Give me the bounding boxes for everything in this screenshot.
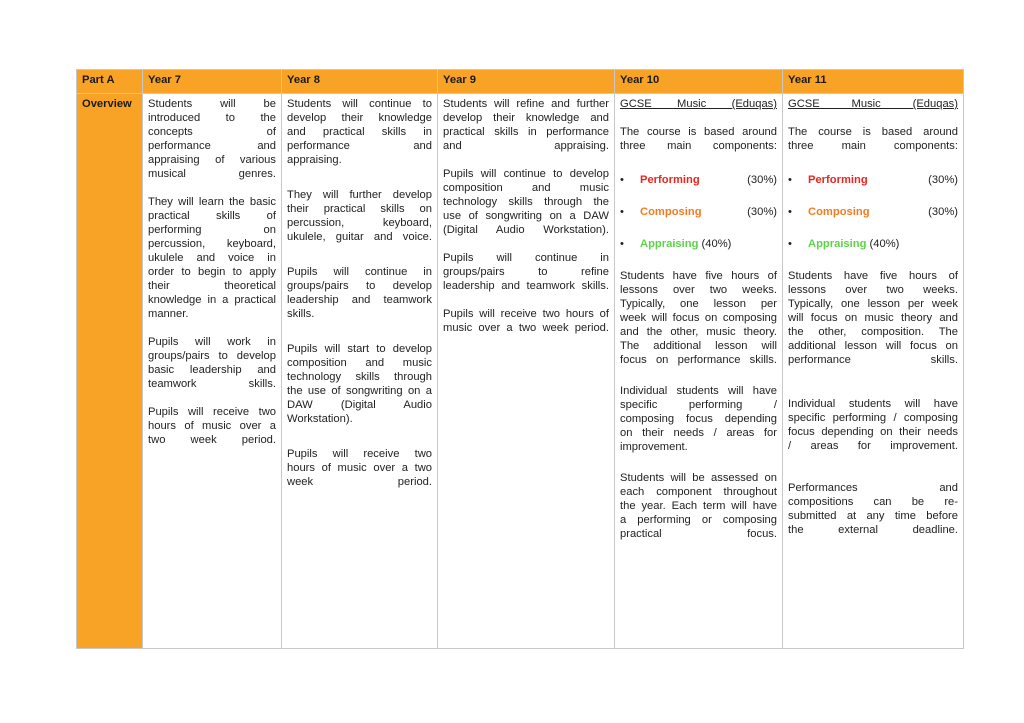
text-line: / areas for improvement. — [788, 440, 958, 452]
text-line: performance skills. — [788, 354, 958, 366]
text-line: performance and — [148, 140, 276, 152]
year10-course-title — [620, 97, 777, 111]
bullet: • — [788, 174, 792, 186]
cell-year-8 — [282, 94, 438, 649]
text-line: specific performing / composing — [788, 412, 958, 424]
text-line: and appraising. — [443, 140, 609, 152]
text-line: percussion, keyboard, — [287, 217, 432, 229]
text-line: ukulele and voice in — [148, 252, 276, 264]
header-year-7: Year 7 — [143, 70, 282, 94]
component-name: Composing — [808, 206, 870, 218]
text-line: groups/pairs to develop — [148, 350, 276, 362]
text-line: percussion, keyboard, — [148, 238, 276, 250]
text-line: develop their knowledge and — [443, 112, 609, 124]
year9-paragraph — [443, 251, 609, 293]
text-line: the use of songwriting on a — [287, 385, 432, 397]
text-line: Pupils will receive two hours of — [443, 308, 609, 320]
corner-header: Part A — [77, 70, 143, 94]
year10-paragraph — [620, 269, 777, 367]
text-line: the year. Each term will have — [620, 500, 777, 512]
text-line: technology skills through — [287, 371, 432, 383]
component-percent: (30%) — [928, 206, 958, 218]
text-line: focus depending on their needs — [788, 426, 958, 438]
bullet: • — [620, 238, 624, 250]
text-line: Students will refine and further — [443, 98, 609, 110]
text-line: develop their knowledge — [287, 112, 432, 124]
text-line: Pupils will continue to develop — [443, 168, 609, 180]
text-line: use of songwriting on a DAW — [443, 210, 609, 222]
year11-intro — [788, 125, 958, 153]
text-line: compositions can be re- — [788, 496, 958, 508]
text-line: basic leadership and — [148, 364, 276, 376]
text-line: Pupils will work in — [148, 336, 276, 348]
text-line: week will focus on composing — [620, 312, 777, 324]
component-name: Composing — [640, 206, 702, 218]
cell-year-10 — [615, 94, 783, 649]
header-year-10: Year 10 — [615, 70, 783, 94]
text-line: knowledge in a practical — [148, 294, 276, 306]
text-line: The course is based around — [788, 126, 958, 138]
text-line: ukulele, guitar and voice. — [287, 231, 432, 243]
course-title: GCSE Music (Eduqas) — [620, 98, 777, 110]
year7-paragraph — [148, 335, 276, 391]
text-line: improvement. — [620, 441, 688, 453]
year7-paragraph — [148, 97, 276, 181]
text-line: practical skills of — [148, 210, 276, 222]
text-line: performing on — [148, 224, 276, 236]
year11-paragraph — [788, 269, 958, 367]
cell-year-7 — [143, 94, 282, 649]
text-line: submitted at any time before — [788, 510, 958, 522]
component-label — [640, 237, 777, 251]
header-year-11: Year 11 — [783, 70, 964, 94]
component-item-composing — [788, 205, 958, 219]
year8-paragraph — [287, 188, 432, 244]
text-line: appraising of various — [148, 154, 276, 166]
text-line: lessons over two weeks. — [620, 284, 777, 296]
text-line: Students have five hours of — [788, 270, 958, 282]
text-line: Workstation). — [287, 413, 353, 425]
year11-course-title — [788, 97, 958, 111]
text-line: manner. — [148, 308, 189, 320]
text-line: the other, composition. The — [788, 326, 958, 338]
text-line: performance and — [287, 140, 432, 152]
year9-paragraph — [443, 97, 609, 153]
header-row — [77, 70, 964, 94]
component-percent: (40%) — [701, 238, 732, 250]
text-line: Pupils will start to develop — [287, 343, 432, 355]
text-line: Students will be — [148, 98, 276, 110]
text-line: on their needs / areas for — [620, 427, 777, 439]
bullet: • — [620, 206, 624, 218]
component-item-performing — [620, 173, 777, 187]
text-line: additional lesson will focus on — [788, 340, 958, 352]
bullet: • — [620, 174, 624, 186]
text-line: Typically, one lesson per week — [788, 298, 958, 310]
bullet: • — [788, 206, 792, 218]
text-line: their practical skills on — [287, 203, 432, 215]
year10-paragraph — [620, 384, 777, 454]
text-line: Students will be assessed on — [620, 472, 777, 484]
text-line: music over a two week period. — [443, 322, 609, 334]
text-line: two week period. — [148, 434, 276, 446]
text-line: week period. — [287, 476, 432, 488]
text-line: DAW (Digital Audio — [287, 399, 432, 411]
text-line: Pupils will continue in — [287, 266, 432, 278]
text-line: leadership and teamwork — [287, 294, 432, 306]
text-line: hours of music over a — [148, 420, 276, 432]
text-line: practical skills in performance — [443, 126, 609, 138]
component-label — [808, 237, 958, 251]
year8-paragraph — [287, 265, 432, 321]
text-line: Pupils will receive two — [148, 406, 276, 418]
text-line: skills. — [287, 308, 315, 320]
text-line: their theoretical — [148, 280, 276, 292]
text-line: Performances and — [788, 482, 958, 494]
text-line: order to begin to apply — [148, 266, 276, 278]
text-line: each component throughout — [620, 486, 777, 498]
text-line: groups/pairs to refine — [443, 266, 609, 278]
text-line: introduced to the — [148, 112, 276, 124]
text-line: technology skills through the — [443, 196, 609, 208]
course-title: GCSE Music (Eduqas) — [788, 98, 958, 110]
year11-paragraph — [788, 481, 958, 537]
component-percent: (30%) — [747, 174, 777, 186]
text-line: Individual students will have — [788, 398, 958, 410]
year7-paragraph — [148, 405, 276, 447]
text-line: hours of music over a two — [287, 462, 432, 474]
component-name: Performing — [640, 174, 700, 186]
year11-paragraph — [788, 397, 958, 453]
text-line: three main components: — [620, 140, 777, 152]
text-line: They will learn the basic — [148, 196, 276, 208]
component-percent: (30%) — [747, 206, 777, 218]
text-line: composition and music — [443, 182, 609, 194]
text-line: Students will continue to — [287, 98, 432, 110]
year10-paragraph — [620, 471, 777, 541]
component-item-performing — [788, 173, 958, 187]
component-name: Appraising — [640, 238, 699, 250]
text-line: (Digital Audio Workstation). — [443, 224, 609, 236]
text-line: They will further develop — [287, 189, 432, 201]
component-percent: (30%) — [928, 174, 958, 186]
text-line: musical genres. — [148, 168, 276, 180]
text-line: Pupils will receive two — [287, 448, 432, 460]
text-line: Pupils will continue in — [443, 252, 609, 264]
year9-paragraph — [443, 167, 609, 237]
text-line: lessons over two weeks. — [788, 284, 958, 296]
text-line: three main components: — [788, 140, 958, 152]
overview-row — [77, 94, 964, 649]
text-line: The course is based around — [620, 126, 777, 138]
text-line: specific performing / — [620, 399, 777, 411]
text-line: focus on performance skills. — [620, 354, 777, 366]
year9-paragraph — [443, 307, 609, 335]
text-line: will focus on music theory and — [788, 312, 958, 324]
text-line: and the other, music theory. — [620, 326, 777, 338]
component-name: Appraising — [808, 238, 867, 250]
text-line: leadership and teamwork skills. — [443, 280, 609, 292]
header-year-8: Year 8 — [282, 70, 438, 94]
text-line: The additional lesson will — [620, 340, 777, 352]
text-line: concepts of — [148, 126, 276, 138]
component-percent: (40%) — [869, 238, 900, 250]
year8-paragraph — [287, 342, 432, 426]
year10-intro — [620, 125, 777, 153]
curriculum-table — [76, 69, 964, 649]
text-line: Typically, one lesson per — [620, 298, 777, 310]
text-line: a performing or composing — [620, 514, 777, 526]
year8-paragraph — [287, 97, 432, 167]
year7-paragraph — [148, 195, 276, 321]
cell-year-9 — [438, 94, 615, 649]
text-line: Students have five hours of — [620, 270, 777, 282]
text-line: the external deadline. — [788, 524, 958, 536]
bullet: • — [788, 238, 792, 250]
text-line: composing focus depending — [620, 413, 777, 425]
text-line: composition and music — [287, 357, 432, 369]
row-label-overview: Overview — [77, 94, 143, 649]
text-line: and practical skills in — [287, 126, 432, 138]
text-line: Individual students will have — [620, 385, 777, 397]
text-line: practical focus. — [620, 528, 777, 540]
component-item-composing — [620, 205, 777, 219]
header-year-9: Year 9 — [438, 70, 615, 94]
cell-year-11 — [783, 94, 964, 649]
year8-paragraph — [287, 447, 432, 489]
text-line: teamwork skills. — [148, 378, 276, 390]
component-name: Performing — [808, 174, 868, 186]
component-item-appraising — [788, 237, 958, 251]
text-line: groups/pairs to develop — [287, 280, 432, 292]
text-line: appraising. — [287, 154, 342, 166]
component-item-appraising — [620, 237, 777, 251]
